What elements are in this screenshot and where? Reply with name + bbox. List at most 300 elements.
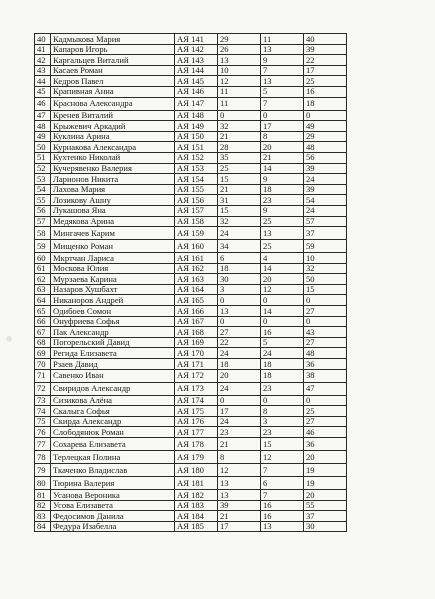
student-name-cell: Одибоев Сомон bbox=[51, 306, 175, 317]
student-name-cell: Кадмыкова Мария bbox=[51, 34, 175, 45]
score-1-cell: 13 bbox=[218, 490, 261, 501]
table-row bbox=[35, 337, 347, 348]
student-code-cell: АЯ 168 bbox=[175, 327, 218, 338]
score-1-cell: 29 bbox=[218, 34, 261, 45]
student-name-cell: Федосимов Данила bbox=[51, 511, 175, 522]
score-2-cell: 25 bbox=[261, 240, 304, 253]
student-code-cell: АЯ 147 bbox=[175, 97, 218, 110]
student-code-cell: АЯ 160 bbox=[175, 240, 218, 253]
score-1-cell: 27 bbox=[218, 327, 261, 338]
row-number-cell: 62 bbox=[35, 274, 51, 285]
table-row bbox=[35, 263, 347, 274]
total-score-cell: 29 bbox=[304, 131, 347, 142]
student-name-cell: Никаноров Андрей bbox=[51, 295, 175, 306]
row-number-cell: 52 bbox=[35, 163, 51, 174]
student-code-cell: АЯ 156 bbox=[175, 195, 218, 206]
total-score-cell: 27 bbox=[304, 416, 347, 427]
score-1-cell: 25 bbox=[218, 163, 261, 174]
table-row bbox=[35, 76, 347, 87]
score-1-cell: 18 bbox=[218, 359, 261, 370]
student-code-cell: АЯ 145 bbox=[175, 76, 218, 87]
student-code-cell: АЯ 148 bbox=[175, 110, 218, 121]
student-code-cell: АЯ 144 bbox=[175, 65, 218, 76]
student-name-cell: Слободянюк Роман bbox=[51, 427, 175, 438]
table-row bbox=[35, 240, 347, 253]
row-number-cell: 60 bbox=[35, 253, 51, 264]
score-1-cell: 0 bbox=[218, 395, 261, 406]
score-1-cell: 12 bbox=[218, 76, 261, 87]
score-1-cell: 15 bbox=[218, 174, 261, 185]
student-name-cell: Лозикову Ашну bbox=[51, 195, 175, 206]
score-1-cell: 26 bbox=[218, 44, 261, 55]
score-1-cell: 24 bbox=[218, 348, 261, 359]
total-score-cell: 15 bbox=[304, 284, 347, 295]
score-1-cell: 31 bbox=[218, 195, 261, 206]
score-table bbox=[34, 33, 347, 532]
student-code-cell: АЯ 162 bbox=[175, 263, 218, 274]
row-number-cell: 53 bbox=[35, 174, 51, 185]
row-number-cell: 81 bbox=[35, 490, 51, 501]
total-score-cell: 57 bbox=[304, 216, 347, 227]
score-1-cell: 39 bbox=[218, 500, 261, 511]
table-row bbox=[35, 395, 347, 406]
student-name-cell: Кедров Павел bbox=[51, 76, 175, 87]
total-score-cell: 32 bbox=[304, 263, 347, 274]
total-score-cell: 36 bbox=[304, 438, 347, 451]
total-score-cell: 43 bbox=[304, 327, 347, 338]
row-number-cell: 45 bbox=[35, 86, 51, 97]
score-1-cell: 0 bbox=[218, 316, 261, 327]
row-number-cell: 71 bbox=[35, 369, 51, 382]
score-2-cell: 17 bbox=[261, 121, 304, 132]
student-code-cell: АЯ 149 bbox=[175, 121, 218, 132]
score-1-cell: 20 bbox=[218, 369, 261, 382]
student-code-cell: АЯ 141 bbox=[175, 34, 218, 45]
student-name-cell: Скирда Александр bbox=[51, 416, 175, 427]
student-name-cell: Крапивная Анна bbox=[51, 86, 175, 97]
row-number-cell: 65 bbox=[35, 306, 51, 317]
total-score-cell: 24 bbox=[304, 174, 347, 185]
total-score-cell: 56 bbox=[304, 152, 347, 163]
row-number-cell: 44 bbox=[35, 76, 51, 87]
score-1-cell: 34 bbox=[218, 240, 261, 253]
row-number-cell: 66 bbox=[35, 316, 51, 327]
table-row bbox=[35, 416, 347, 427]
student-code-cell: АЯ 172 bbox=[175, 369, 218, 382]
student-code-cell: АЯ 152 bbox=[175, 152, 218, 163]
table-row bbox=[35, 438, 347, 451]
score-2-cell: 7 bbox=[261, 65, 304, 76]
score-2-cell: 23 bbox=[261, 195, 304, 206]
score-1-cell: 24 bbox=[218, 382, 261, 395]
score-2-cell: 23 bbox=[261, 382, 304, 395]
score-1-cell: 13 bbox=[218, 55, 261, 66]
total-score-cell: 36 bbox=[304, 359, 347, 370]
score-1-cell: 0 bbox=[218, 110, 261, 121]
student-name-cell: Свиридов Александр bbox=[51, 382, 175, 395]
score-1-cell: 21 bbox=[218, 131, 261, 142]
table-row bbox=[35, 511, 347, 522]
student-name-cell: Мингачев Карим bbox=[51, 227, 175, 240]
total-score-cell: 50 bbox=[304, 274, 347, 285]
score-1-cell: 3 bbox=[218, 284, 261, 295]
row-number-cell: 56 bbox=[35, 205, 51, 216]
total-score-cell: 39 bbox=[304, 44, 347, 55]
row-number-cell: 73 bbox=[35, 395, 51, 406]
student-code-cell: АЯ 143 bbox=[175, 55, 218, 66]
total-score-cell: 18 bbox=[304, 97, 347, 110]
student-code-cell: АЯ 183 bbox=[175, 500, 218, 511]
total-score-cell: 37 bbox=[304, 227, 347, 240]
score-2-cell: 14 bbox=[261, 306, 304, 317]
student-code-cell: АЯ 181 bbox=[175, 477, 218, 490]
row-number-cell: 75 bbox=[35, 416, 51, 427]
student-name-cell: Скалыга Софья bbox=[51, 406, 175, 417]
score-1-cell: 13 bbox=[218, 477, 261, 490]
score-2-cell: 0 bbox=[261, 395, 304, 406]
student-name-cell: Рзаев Давид bbox=[51, 359, 175, 370]
student-code-cell: АЯ 185 bbox=[175, 521, 218, 532]
score-2-cell: 0 bbox=[261, 316, 304, 327]
student-code-cell: АЯ 170 bbox=[175, 348, 218, 359]
table-row bbox=[35, 284, 347, 295]
student-name-cell: Мкртчан Лариса bbox=[51, 253, 175, 264]
score-2-cell: 15 bbox=[261, 438, 304, 451]
score-2-cell: 8 bbox=[261, 406, 304, 417]
score-2-cell: 9 bbox=[261, 205, 304, 216]
score-1-cell: 15 bbox=[218, 205, 261, 216]
student-name-cell: Краснова Александра bbox=[51, 97, 175, 110]
score-1-cell: 12 bbox=[218, 464, 261, 477]
student-name-cell: Усова Елизавета bbox=[51, 500, 175, 511]
student-code-cell: АЯ 163 bbox=[175, 274, 218, 285]
row-number-cell: 55 bbox=[35, 195, 51, 206]
table-row bbox=[35, 44, 347, 55]
score-2-cell: 13 bbox=[261, 521, 304, 532]
score-1-cell: 17 bbox=[218, 406, 261, 417]
score-2-cell: 8 bbox=[261, 131, 304, 142]
score-2-cell: 21 bbox=[261, 152, 304, 163]
total-score-cell: 19 bbox=[304, 464, 347, 477]
table-row bbox=[35, 406, 347, 417]
score-2-cell: 7 bbox=[261, 464, 304, 477]
table-row bbox=[35, 163, 347, 174]
row-number-cell: 42 bbox=[35, 55, 51, 66]
student-code-cell: АЯ 177 bbox=[175, 427, 218, 438]
student-code-cell: АЯ 173 bbox=[175, 382, 218, 395]
score-2-cell: 9 bbox=[261, 174, 304, 185]
row-number-cell: 67 bbox=[35, 327, 51, 338]
total-score-cell: 17 bbox=[304, 65, 347, 76]
student-name-cell: Лахова Мария bbox=[51, 184, 175, 195]
student-code-cell: АЯ 146 bbox=[175, 86, 218, 97]
table-row bbox=[35, 306, 347, 317]
total-score-cell: 39 bbox=[304, 163, 347, 174]
student-code-cell: АЯ 164 bbox=[175, 284, 218, 295]
total-score-cell: 0 bbox=[304, 395, 347, 406]
total-score-cell: 54 bbox=[304, 195, 347, 206]
row-number-cell: 57 bbox=[35, 216, 51, 227]
score-2-cell: 20 bbox=[261, 142, 304, 153]
table-row bbox=[35, 65, 347, 76]
table-row bbox=[35, 359, 347, 370]
total-score-cell: 27 bbox=[304, 306, 347, 317]
table-row bbox=[35, 521, 347, 532]
row-number-cell: 61 bbox=[35, 263, 51, 274]
score-1-cell: 24 bbox=[218, 416, 261, 427]
row-number-cell: 54 bbox=[35, 184, 51, 195]
table-row bbox=[35, 348, 347, 359]
student-name-cell: Назаров Хушбахт bbox=[51, 284, 175, 295]
score-1-cell: 35 bbox=[218, 152, 261, 163]
score-2-cell: 5 bbox=[261, 86, 304, 97]
table-row bbox=[35, 490, 347, 501]
table-row bbox=[35, 253, 347, 264]
row-number-cell: 72 bbox=[35, 382, 51, 395]
row-number-cell: 63 bbox=[35, 284, 51, 295]
table-row bbox=[35, 34, 347, 45]
score-1-cell: 17 bbox=[218, 521, 261, 532]
score-2-cell: 14 bbox=[261, 263, 304, 274]
student-name-cell: Курнакова Александра bbox=[51, 142, 175, 153]
student-code-cell: АЯ 150 bbox=[175, 131, 218, 142]
total-score-cell: 10 bbox=[304, 253, 347, 264]
table-row bbox=[35, 295, 347, 306]
student-name-cell: Капаров Игорь bbox=[51, 44, 175, 55]
score-2-cell: 18 bbox=[261, 184, 304, 195]
score-2-cell: 12 bbox=[261, 284, 304, 295]
score-1-cell: 22 bbox=[218, 337, 261, 348]
row-number-cell: 82 bbox=[35, 500, 51, 511]
student-code-cell: АЯ 153 bbox=[175, 163, 218, 174]
total-score-cell: 0 bbox=[304, 110, 347, 121]
table-row bbox=[35, 477, 347, 490]
student-name-cell: Ларионов Никита bbox=[51, 174, 175, 185]
table-row bbox=[35, 110, 347, 121]
total-score-cell: 19 bbox=[304, 477, 347, 490]
student-code-cell: АЯ 142 bbox=[175, 44, 218, 55]
table-row bbox=[35, 205, 347, 216]
score-2-cell: 6 bbox=[261, 477, 304, 490]
table-row bbox=[35, 316, 347, 327]
student-code-cell: АЯ 165 bbox=[175, 295, 218, 306]
total-score-cell: 20 bbox=[304, 451, 347, 464]
score-2-cell: 5 bbox=[261, 337, 304, 348]
student-name-cell: Сохарева Елизавета bbox=[51, 438, 175, 451]
row-number-cell: 76 bbox=[35, 427, 51, 438]
total-score-cell: 0 bbox=[304, 295, 347, 306]
student-code-cell: АЯ 169 bbox=[175, 337, 218, 348]
total-score-cell: 16 bbox=[304, 86, 347, 97]
total-score-cell: 47 bbox=[304, 382, 347, 395]
total-score-cell: 37 bbox=[304, 511, 347, 522]
row-number-cell: 78 bbox=[35, 451, 51, 464]
row-number-cell: 58 bbox=[35, 227, 51, 240]
student-code-cell: АЯ 157 bbox=[175, 205, 218, 216]
row-number-cell: 70 bbox=[35, 359, 51, 370]
table-row bbox=[35, 216, 347, 227]
score-1-cell: 0 bbox=[218, 295, 261, 306]
student-name-cell: Тюрина Валерия bbox=[51, 477, 175, 490]
score-2-cell: 25 bbox=[261, 216, 304, 227]
student-name-cell: Лукашова Яна bbox=[51, 205, 175, 216]
row-number-cell: 83 bbox=[35, 511, 51, 522]
score-1-cell: 21 bbox=[218, 184, 261, 195]
score-2-cell: 18 bbox=[261, 369, 304, 382]
student-name-cell: Савенко Иван bbox=[51, 369, 175, 382]
row-number-cell: 69 bbox=[35, 348, 51, 359]
student-code-cell: АЯ 155 bbox=[175, 184, 218, 195]
row-number-cell: 84 bbox=[35, 521, 51, 532]
total-score-cell: 0 bbox=[304, 316, 347, 327]
student-name-cell: Мурзаева Карина bbox=[51, 274, 175, 285]
total-score-cell: 24 bbox=[304, 205, 347, 216]
student-name-cell: Касаев Роман bbox=[51, 65, 175, 76]
student-code-cell: АЯ 179 bbox=[175, 451, 218, 464]
score-1-cell: 8 bbox=[218, 451, 261, 464]
score-2-cell: 7 bbox=[261, 97, 304, 110]
total-score-cell: 49 bbox=[304, 121, 347, 132]
total-score-cell: 25 bbox=[304, 406, 347, 417]
table-row bbox=[35, 274, 347, 285]
table-row bbox=[35, 327, 347, 338]
student-code-cell: АЯ 158 bbox=[175, 216, 218, 227]
score-1-cell: 10 bbox=[218, 65, 261, 76]
table-row bbox=[35, 97, 347, 110]
student-name-cell: Регида Елизавета bbox=[51, 348, 175, 359]
row-number-cell: 80 bbox=[35, 477, 51, 490]
student-name-cell: Усанова Вероника bbox=[51, 490, 175, 501]
total-score-cell: 20 bbox=[304, 490, 347, 501]
row-number-cell: 51 bbox=[35, 152, 51, 163]
score-2-cell: 18 bbox=[261, 359, 304, 370]
score-2-cell: 16 bbox=[261, 511, 304, 522]
student-name-cell: Пак Александр bbox=[51, 327, 175, 338]
table-row bbox=[35, 142, 347, 153]
table-row bbox=[35, 369, 347, 382]
student-name-cell: Крыжевич Аркадий bbox=[51, 121, 175, 132]
row-number-cell: 46 bbox=[35, 97, 51, 110]
student-name-cell: Погорельский Давид bbox=[51, 337, 175, 348]
student-code-cell: АЯ 184 bbox=[175, 511, 218, 522]
score-2-cell: 16 bbox=[261, 500, 304, 511]
student-code-cell: АЯ 174 bbox=[175, 395, 218, 406]
table-row bbox=[35, 195, 347, 206]
student-code-cell: АЯ 161 bbox=[175, 253, 218, 264]
table-row bbox=[35, 152, 347, 163]
score-2-cell: 20 bbox=[261, 274, 304, 285]
student-name-cell: Медякова Арина bbox=[51, 216, 175, 227]
score-2-cell: 13 bbox=[261, 227, 304, 240]
table-row bbox=[35, 121, 347, 132]
score-1-cell: 23 bbox=[218, 427, 261, 438]
student-name-cell: Мищенко Роман bbox=[51, 240, 175, 253]
student-name-cell: Онуфриева Софья bbox=[51, 316, 175, 327]
row-number-cell: 48 bbox=[35, 121, 51, 132]
score-1-cell: 32 bbox=[218, 216, 261, 227]
total-score-cell: 40 bbox=[304, 34, 347, 45]
total-score-cell: 30 bbox=[304, 521, 347, 532]
row-number-cell: 47 bbox=[35, 110, 51, 121]
student-code-cell: АЯ 166 bbox=[175, 306, 218, 317]
row-number-cell: 59 bbox=[35, 240, 51, 253]
student-name-cell: Куклина Арина bbox=[51, 131, 175, 142]
student-name-cell: Терлецкая Полина bbox=[51, 451, 175, 464]
student-code-cell: АЯ 175 bbox=[175, 406, 218, 417]
score-2-cell: 0 bbox=[261, 295, 304, 306]
row-number-cell: 49 bbox=[35, 131, 51, 142]
row-number-cell: 79 bbox=[35, 464, 51, 477]
table-row bbox=[35, 131, 347, 142]
score-1-cell: 11 bbox=[218, 97, 261, 110]
row-number-cell: 41 bbox=[35, 44, 51, 55]
score-1-cell: 30 bbox=[218, 274, 261, 285]
total-score-cell: 46 bbox=[304, 427, 347, 438]
score-2-cell: 12 bbox=[261, 451, 304, 464]
score-2-cell: 0 bbox=[261, 110, 304, 121]
row-number-cell: 40 bbox=[35, 34, 51, 45]
student-code-cell: АЯ 182 bbox=[175, 490, 218, 501]
table-row bbox=[35, 174, 347, 185]
table-row bbox=[35, 184, 347, 195]
score-2-cell: 13 bbox=[261, 44, 304, 55]
total-score-cell: 25 bbox=[304, 76, 347, 87]
student-name-cell: Сизикова Алёна bbox=[51, 395, 175, 406]
row-number-cell: 50 bbox=[35, 142, 51, 153]
score-2-cell: 13 bbox=[261, 76, 304, 87]
student-code-cell: АЯ 159 bbox=[175, 227, 218, 240]
table-row bbox=[35, 55, 347, 66]
total-score-cell: 59 bbox=[304, 240, 347, 253]
row-number-cell: 64 bbox=[35, 295, 51, 306]
score-2-cell: 14 bbox=[261, 163, 304, 174]
score-2-cell: 7 bbox=[261, 490, 304, 501]
total-score-cell: 22 bbox=[304, 55, 347, 66]
score-1-cell: 6 bbox=[218, 253, 261, 264]
score-2-cell: 3 bbox=[261, 416, 304, 427]
student-name-cell: Ткаченко Владислав bbox=[51, 464, 175, 477]
total-score-cell: 48 bbox=[304, 348, 347, 359]
student-code-cell: АЯ 180 bbox=[175, 464, 218, 477]
total-score-cell: 38 bbox=[304, 369, 347, 382]
row-number-cell: 77 bbox=[35, 438, 51, 451]
score-2-cell: 23 bbox=[261, 427, 304, 438]
student-code-cell: АЯ 151 bbox=[175, 142, 218, 153]
total-score-cell: 48 bbox=[304, 142, 347, 153]
table-row bbox=[35, 427, 347, 438]
table-row bbox=[35, 464, 347, 477]
student-code-cell: АЯ 167 bbox=[175, 316, 218, 327]
row-number-cell: 74 bbox=[35, 406, 51, 417]
student-code-cell: АЯ 171 bbox=[175, 359, 218, 370]
score-2-cell: 9 bbox=[261, 55, 304, 66]
score-1-cell: 21 bbox=[218, 511, 261, 522]
table-row bbox=[35, 382, 347, 395]
score-1-cell: 32 bbox=[218, 121, 261, 132]
score-1-cell: 13 bbox=[218, 306, 261, 317]
table-row bbox=[35, 227, 347, 240]
table-row bbox=[35, 86, 347, 97]
score-2-cell: 24 bbox=[261, 348, 304, 359]
score-1-cell: 24 bbox=[218, 227, 261, 240]
punch-hole-mark bbox=[6, 336, 12, 342]
table-row bbox=[35, 500, 347, 511]
score-table-body bbox=[35, 34, 347, 532]
total-score-cell: 27 bbox=[304, 337, 347, 348]
score-2-cell: 11 bbox=[261, 34, 304, 45]
student-name-cell: Каргальцев Виталий bbox=[51, 55, 175, 66]
total-score-cell: 39 bbox=[304, 184, 347, 195]
